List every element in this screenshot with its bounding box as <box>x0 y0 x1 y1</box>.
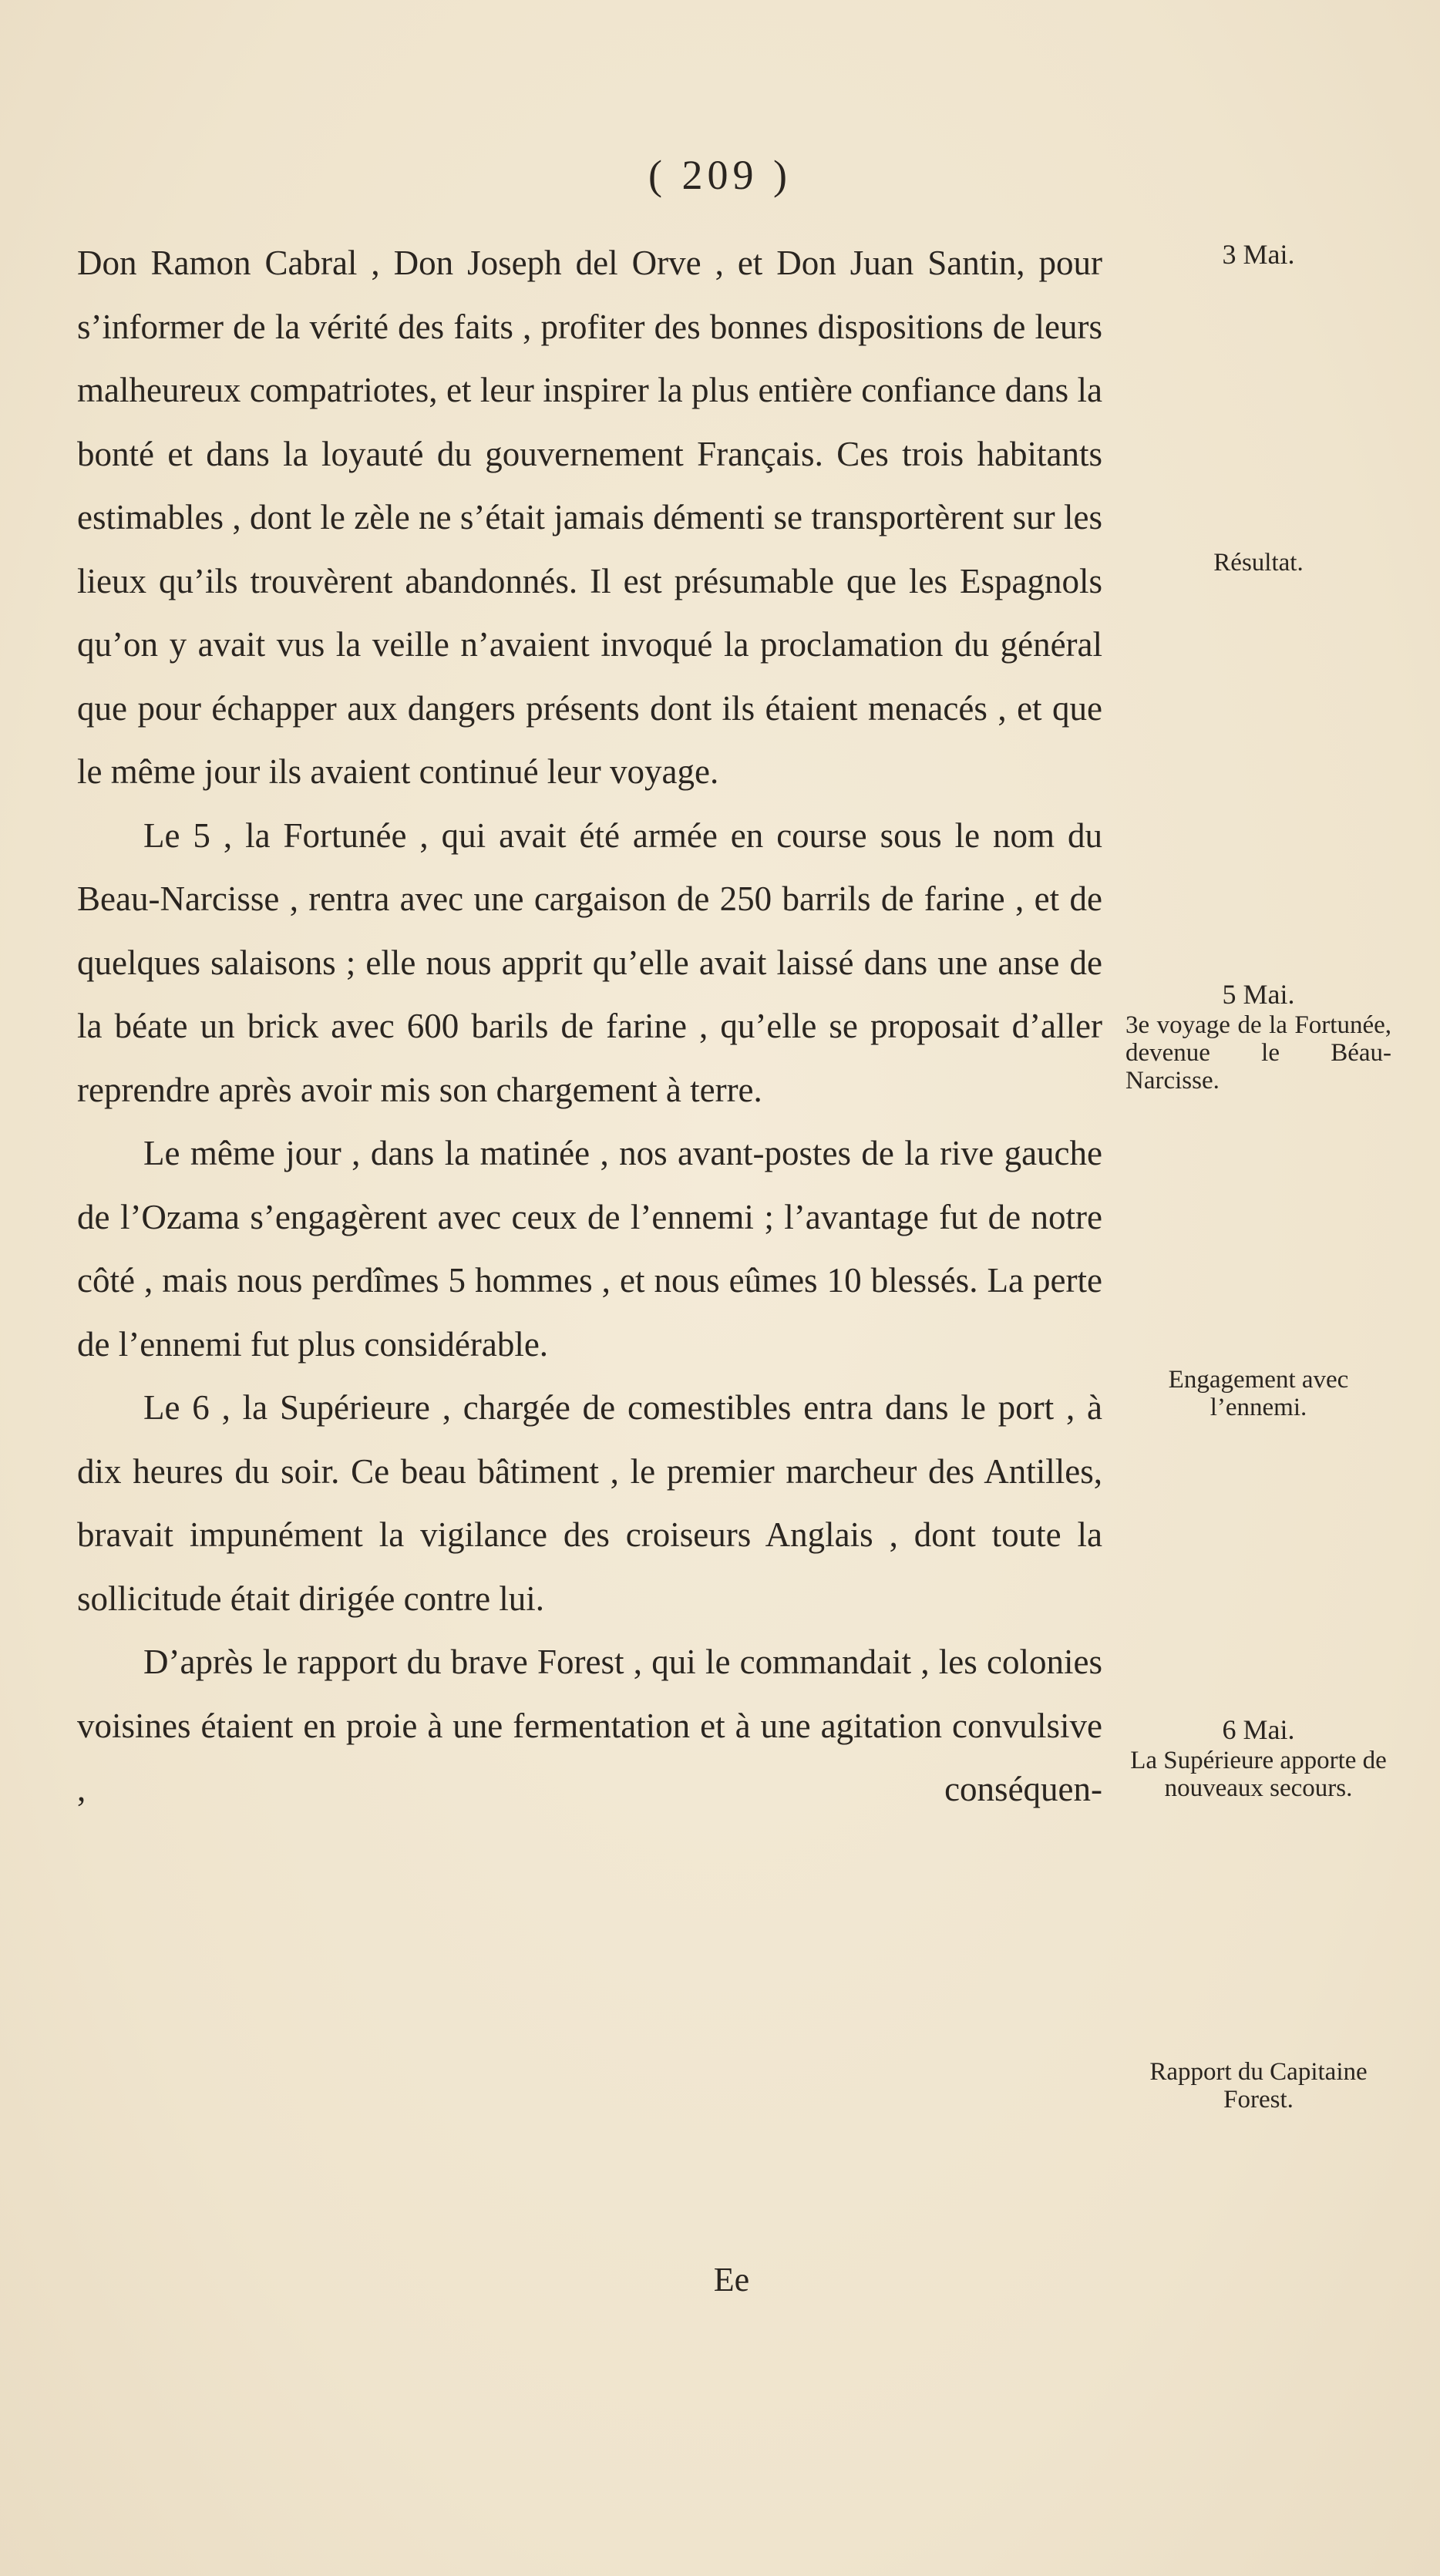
margin-note-resultat: Résultat. <box>1213 549 1304 577</box>
signature-mark: Ee <box>713 2261 750 2299</box>
margin-note-5-mai: 5 Mai. 3e voyage de la Fortunée, devenue le Béau-Narcisse. <box>1125 979 1391 1095</box>
margin-note-rapport: Rapport du Capitaine Forest. <box>1149 2058 1368 2114</box>
paragraph-2: Le 5 , la Fortunée , qui avait été armée en course sous le nom du Beau-Narcisse , rentra avec une cargaison de 250 barrils de farine , et de quelques salaisons ; elle nous apprit qu’elle avait laissé dans une anse de la béate un brick avec 600 barils de farine , qu’elle se proposait d’aller reprendre après avoir mis son chargement à terre. <box>77 816 1102 1109</box>
paragraph-3: Le même jour , dans la matinée , nos avant-postes de la rive gauche de l’Ozama s’engagèrent avec ceux de l’ennemi ; l’avantage fut de notre côté , mais nous perdîmes 5 hommes , et nous eûmes 10 blessés. La perte de l’ennemi fut plus considérable. <box>77 1134 1102 1364</box>
margin-note-3-mai: 3 Mai. <box>1222 239 1295 270</box>
main-text <box>77 231 1102 1821</box>
margin-note-6-mai: 6 Mai. La Supérieure apporte de nouveaux secours. <box>1130 1714 1387 1802</box>
paragraph-4: Le 6 , la Supérieure , chargée de comestibles entra dans le port , à dix heures du soir. Ce beau bâtiment , le premier marcheur des Antilles, bravait impunément la vigilance des croiseurs Anglais , dont toute la sollicitude était dirigée contre lui. <box>77 1388 1102 1618</box>
margin-note-engagement: Engagement avec l’ennemi. <box>1168 1366 1349 1421</box>
page-number: ( 209 ) <box>648 152 792 198</box>
paragraph-5: D’après le rapport du brave Forest , qui le commandait , les colonies voisines étaient en proie à une fermentation et à une agitation convulsive , conséquen- <box>77 1643 1102 1808</box>
paragraph-1: Don Ramon Cabral , Don Joseph del Orve , et Don Juan Santin, pour s’informer de la vérité des faits , profiter des bonnes dispositions de leurs malheureux compatriotes, et leur inspirer la plus entière confiance dans la bonté et dans la loyauté du gouvernement Français. Ces trois habitants estimables , dont le zèle ne s’était jamais démenti se transportèrent sur les lieux qu’ils trouvèrent abandonnés. Il est présumable que les Espagnols qu’on y avait vus la veille n’avaient invoqué la proclamation du général que pour échapper aux dangers présents dont ils étaient menacés , et que le même jour ils avaient continué leur voyage. <box>77 244 1102 791</box>
